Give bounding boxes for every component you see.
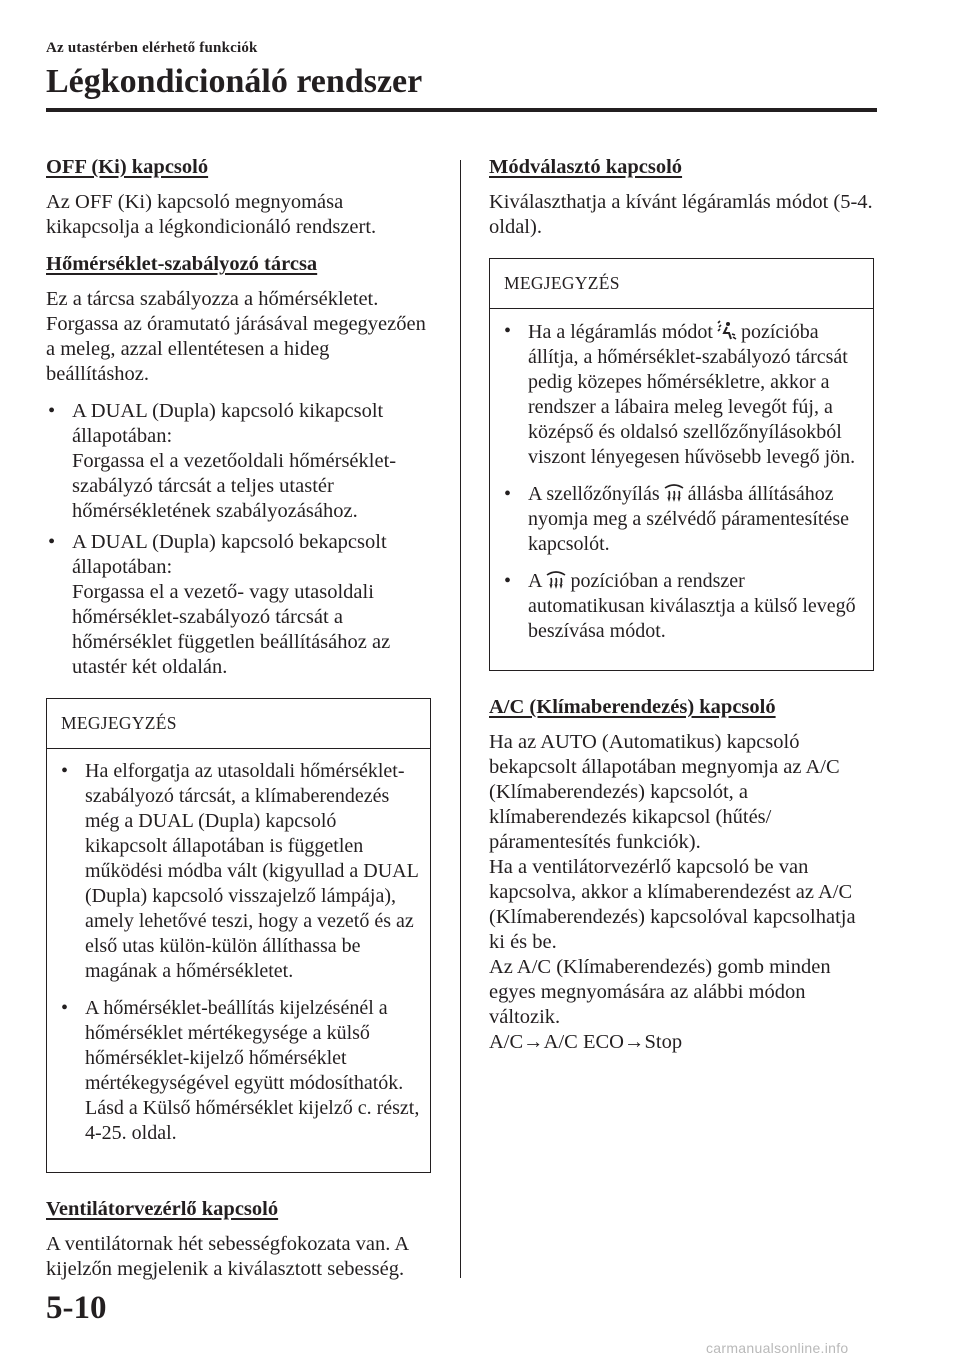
list-item-text: A DUAL (Dupla) kapcsoló kikapcsolt állapotában: Forgassa el a vezetőoldali hőmérséklet-szabályzó tárcsát a teljes utastér hőmérsékletének szabályozásához.	[72, 400, 397, 522]
ac-switch-text: Ha az AUTO (Automatikus) kapcsoló bekapcsolt állapotában megnyomja az A/C (Klímaberendezés) kapcsolót, a klímaberendezés kikapcsol (hűtés/ páramentesítés funkciók). Ha a ventilátorvezérlő kapcsoló be van kapcsolva, akkor a klímaberendezést az A/C (Klímaberendezés) kapcsolóval kapcsolhatja ki és be. Az A/C (Klímaberendezés) gomb minden egyes megnyomására az alábbi módon változik.	[489, 731, 856, 1028]
list-item-text: A pozícióban a rendszer automatikusan kiválasztja a külső levegő beszívása módot.	[528, 570, 856, 642]
list-item-text: A hőmérséklet-beállítás kijelzésénél a hőmérséklet mértékegysége a külső hőmérséklet-kijelző hőmérséklet mértékegységével együtt módosíthatók. Lásd a Külső hőmérséklet kijelző c. részt, 4-25. oldal.	[85, 997, 420, 1144]
left-column	[46, 155, 431, 1294]
note-title: MEGJEGYZÉS	[490, 259, 873, 309]
list-item	[46, 399, 431, 524]
windshield-defroster-icon	[545, 570, 567, 590]
list-item-text: A DUAL (Dupla) kapcsoló bekapcsolt állapotában: Forgassa el a vezető- vagy utasoldali hőmérséklet-szabályozó tárcsát a hőmérséklet független beállításához az utastér két oldalán.	[72, 531, 391, 678]
list-item	[59, 996, 420, 1146]
list-item	[502, 482, 863, 557]
page-title: Légkondicionáló rendszer	[46, 63, 423, 100]
list-item	[502, 569, 863, 644]
bullet-icon: •	[504, 483, 512, 505]
note-title: MEGJEGYZÉS	[47, 699, 430, 749]
mode-switch-heading: Módválasztó kapcsoló	[489, 156, 683, 178]
note-box	[489, 258, 874, 671]
temperature-bullets	[46, 399, 431, 680]
breadcrumb: Az utastérben elérhető funkciók	[46, 40, 258, 56]
note-box	[46, 698, 431, 1173]
temperature-dial-text: Ez a tárcsa szabályozza a hőmérsékletet. Forgassa az óramutató járásával megegyezően a meleg, azzal ellentétesen a hideg beállításhoz.	[46, 288, 426, 385]
windshield-defroster-icon	[663, 483, 685, 503]
floor-defrost-mode-icon	[716, 319, 738, 341]
bullet-icon: •	[48, 400, 56, 422]
right-column	[489, 155, 874, 1067]
column-divider	[460, 160, 461, 1278]
fan-switch-text: A ventilátornak hét sebességfokozata van. A kijelzőn megjelenik a kiválasztott sebesség.	[46, 1233, 409, 1280]
bullet-icon: •	[504, 320, 512, 342]
note-list	[490, 309, 873, 658]
fan-switch-heading: Ventilátorvezérlő kapcsoló	[46, 1198, 279, 1220]
mode-switch-text: Kiválaszthatja a kívánt légáramlás módot (5-4. oldal).	[489, 191, 873, 238]
bullet-icon: •	[61, 997, 69, 1019]
watermark: carmanualsonline.info	[706, 1340, 849, 1356]
list-item	[46, 530, 431, 680]
title-rule	[46, 108, 877, 112]
page-number: 5-10	[46, 1290, 107, 1326]
ac-switch-sequence: A/C→A/C ECO→Stop	[489, 1031, 683, 1053]
note-list	[47, 749, 430, 1160]
list-item-text: Ha a légáramlás módot pozícióba állítja, a hőmérséklet-szabályozó tárcsát pedig közepes hőmérsékletre, akkor a rendszer a lábaira meleg levegőt fúj, a középső és oldalsó szellőzőnyílásokból viszont lényegesen hűvösebb levegő jön.	[528, 321, 856, 468]
bullet-icon: •	[61, 760, 69, 782]
bullet-icon: •	[48, 531, 56, 553]
bullet-icon: •	[504, 570, 512, 592]
list-item-text: A szellőzőnyílás állásba állításához nyomja meg a szélvédő páramentesítése kapcsolót.	[528, 483, 849, 555]
ac-switch-heading: A/C (Klímaberendezés) kapcsoló	[489, 696, 776, 718]
list-item-text: Ha elforgatja az utasoldali hőmérséklet-szabályozó tárcsát, a klímaberendezés még a DUAL (Dupla) kapcsoló kikapcsolt állapotában is független működési módba vált (kigyullad a DUAL (Dupla) kapcsoló visszajelző lámpája), amely lehetővé teszi, hogy a vezető és az első utas külön-külön állíthassa be magának a hőmérsékletet.	[85, 760, 419, 982]
off-switch-heading: OFF (Ki) kapcsoló	[46, 156, 209, 178]
off-switch-text: Az OFF (Ki) kapcsoló megnyomása kikapcsolja a légkondicionáló rendszert.	[46, 191, 377, 238]
list-item	[502, 319, 863, 470]
list-item	[59, 759, 420, 984]
temperature-dial-heading: Hőmérséklet-szabályozó tárcsa	[46, 253, 318, 275]
